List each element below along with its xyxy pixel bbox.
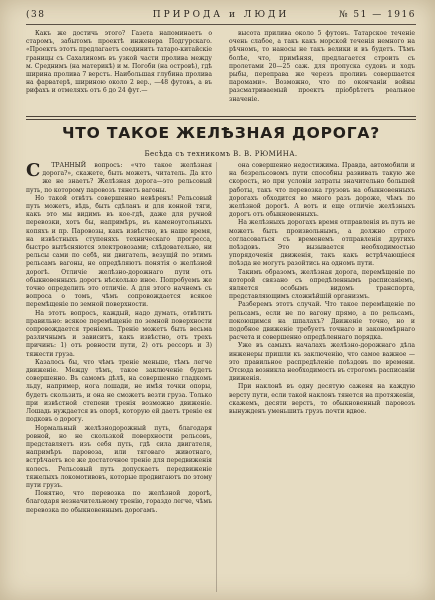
continuation-right-column — [229, 30, 415, 104]
continuation-left-text: Какъ же достичь этого? Газета напоминаетъ о старомъ, забытомъ проектѣ инженера Подгурскаго. «Проектъ этотъ предлагаетъ соединить татаро-китайскіе границы съ Сахалиномъ въ узкой части пролива между м. Среднимъ (на материкѣ) и м. Погоби (на островѣ), гдѣ ширина пролива 7 верстъ. Наибольшая глубина пролива на фарватерѣ, шириною около 2 вер., —48 футовъ, а въ рифахъ и отмеляхъ отъ 6 до 24 фут.— — [26, 30, 212, 95]
article-paragraph: На желѣзныхъ дорогахъ время отправленія въ путь не можетъ быть произвольнымъ, а должно строго согласоваться съ временемъ отправленія другихъ поѣздовъ. Это вызывается необходимостью упорядоченія движенія, такъ какъ встрѣчающіеся поѣзда не могутъ разойтись на одномъ пути. — [229, 219, 415, 268]
article-paragraph: Разберемъ этотъ случай. Что такое перемѣщеніе по рельсамъ, если не по вагону прямо, а по рельсамъ, покоющимся на шпалахъ? Движеніе точно, но и подобное движеніе требуетъ точнаго и закономѣрнаго расчета и совершенно опредѣленнаго порядка. — [229, 301, 415, 342]
section-divider-thin — [26, 119, 416, 120]
article-paragraph: Такимъ образомъ, желѣзная дорога, перемѣщеніе по которой связано съ опредѣленнымъ расписаніемъ, является особымъ видомъ транспорта, представляющимъ сложнѣйшій организмъ. — [229, 268, 415, 301]
article-paragraph: Но такой отвѣтъ совершенно невѣренъ! Рельсовый путь можетъ, вѣдь, быть сдѣланъ и для конной тяги, какъ это мы видимъ въ кое-гдѣ, даже для ручной перевозки, хотъ бы, напримѣръ, въ каменоугольныхъ копяхъ и пр. Паровозы, какъ извѣстно, въ наше время, на извѣстныхъ ступеняхъ техническаго прогресса, быстро вытѣсняются электровозами; слѣдовательно, ни рельсы сами по себѣ, ни двигатель, везущій по этимъ рельсамъ вагоны, не опредѣляютъ понятія о желѣзной дорогѣ. Отличіе желѣзно-дорожнаго пути отъ обыкновенныхъ дорогъ нѣсколько иное. Попробуемъ же точно определить это отличіе. А для этого начнемъ съ вопроса о томъ, чѣмъ сопровождается всякое перемѣщеніе по земной поверхности. — [26, 194, 212, 309]
article-right-column — [229, 162, 415, 416]
article-subtitle: Бесѣда съ техникомъ В. В. РЮМИНА. — [144, 150, 298, 158]
page-number: (38 — [26, 10, 46, 20]
article-paragraph: При наклонѣ въ одну десятую саженя на каждую версту пути, если такой наклонъ тянется на протяженіи, скажемъ, десяти верстъ, то обыкновенный паровозъ вынужденъ уменьшить грузъ почти вдвое. — [229, 383, 415, 416]
continuation-left-column — [26, 30, 212, 96]
article-paragraph-text: ТРАННЫЙ вопросъ: «что такое желѣзная дорога?», скажете, быть можетъ, читатель. Да кто же не знаетъ? Желѣзная дорога—это рельсовый путь, по которому паровозъ тянетъ вагоны. — [26, 162, 212, 194]
page-header — [26, 8, 416, 25]
issue-number: № 51 — 1916 — [339, 10, 416, 20]
previous-article-continuation — [26, 30, 416, 110]
article-body — [26, 162, 416, 592]
article-paragraph: Нормальный желѣзнодорожный путь, благодаря ровной, но не скользкой поверхности рельсовъ, представляетъ изъ себя путь, гдѣ сила двигателя, напримѣръ паровоза, или тяговаго животнаго, встрѣчаетъ все же достаточное треніе для передвиженія колесъ. Рельсовый путь допускаетъ передвиженіе тяжелыхъ локомотивовъ, которые продвигаютъ по этому пути грузъ. — [26, 424, 212, 489]
article-paragraph: Понятно, что перевозка по желѣзной дорогѣ, благодаря незначительному тренію, гораздо легче, чѣмъ перевозка по обыкновеннымъ дорогамъ. — [26, 490, 212, 514]
article-paragraph: На этотъ вопросъ, каждый, надо думать, отвѣтитъ правильно: всякое перемѣщеніе по земной поверхности сопровождается треніемъ. Треніе можетъ быть весьма различнымъ и зависитъ, какъ извѣстно, отъ трехъ причинъ: 1) отъ ровности пути, 2) отъ рессоръ и 3) тяжести груза. — [26, 309, 212, 358]
magazine-title: ПРИРОДА и ЛЮДИ — [152, 10, 290, 20]
article-paragraph: Уже въ самыхъ началахъ желѣзно-дорожнаго дѣла инженеры пришли къ заключенію, что самое важное — это правильное распредѣленіе поѣздовъ по времени. Отсюда возникла необходимость въ строгомъ расписаніи движенія. — [229, 342, 415, 383]
article-left-column — [26, 162, 212, 515]
section-divider-thick — [26, 116, 416, 117]
article-paragraph: она совершенно недостижима. Правда, автомобили и на безрельсовомъ пути способны развивать такую же скорость, но при условіи затраты значительно большей работы, такъ что перевозка грузовъ на обыкновенныхъ дорогахъ обходится во много разъ дороже, чѣмъ по желѣзной дорогѣ. А вотъ и еще отличіе желѣзныхъ дорогъ отъ обыкновенныхъ. — [229, 162, 415, 219]
article-paragraph: Казалось бы, что чѣмъ треніе меньше, тѣмъ легче движеніе. Между тѣмъ, такое заключеніе будетъ совершенно. Въ самомъ дѣлѣ, на совершенно гладкомъ льду, например, нога лошади, не имѣя точки опоры, будетъ скользить, и она не сможетъ везти груза. Только при извѣстной степени тренія возможно движеніе. Лошадь нуждается въ опорѣ, которую ей даетъ треніе ея подковъ о дорогу. — [26, 358, 212, 424]
article-title: ЧТО ТАКОЕ ЖЕЛѢЗНАЯ ДОРОГА? — [61, 124, 381, 142]
drop-cap-letter: С — [26, 160, 41, 181]
continuation-right-text: высота прилива около 5 футовъ. Татарское теченіе очень слабое, а такъ какъ морской теченія немного на рѣчномъ, то наносы не такъ велики и въ будетъ. Тѣмъ болѣе, что, примѣняя, предлагается строить съ пролетами 20—25 саж. для пропуска судовъ и ходъ рыбы, переправа же черезъ проливъ совершается паромами». Возможно, что по окончаніи войны разсматриваемый проектъ пріобрѣтетъ реальное значеніе. — [229, 30, 415, 103]
article-paragraph — [26, 162, 212, 195]
